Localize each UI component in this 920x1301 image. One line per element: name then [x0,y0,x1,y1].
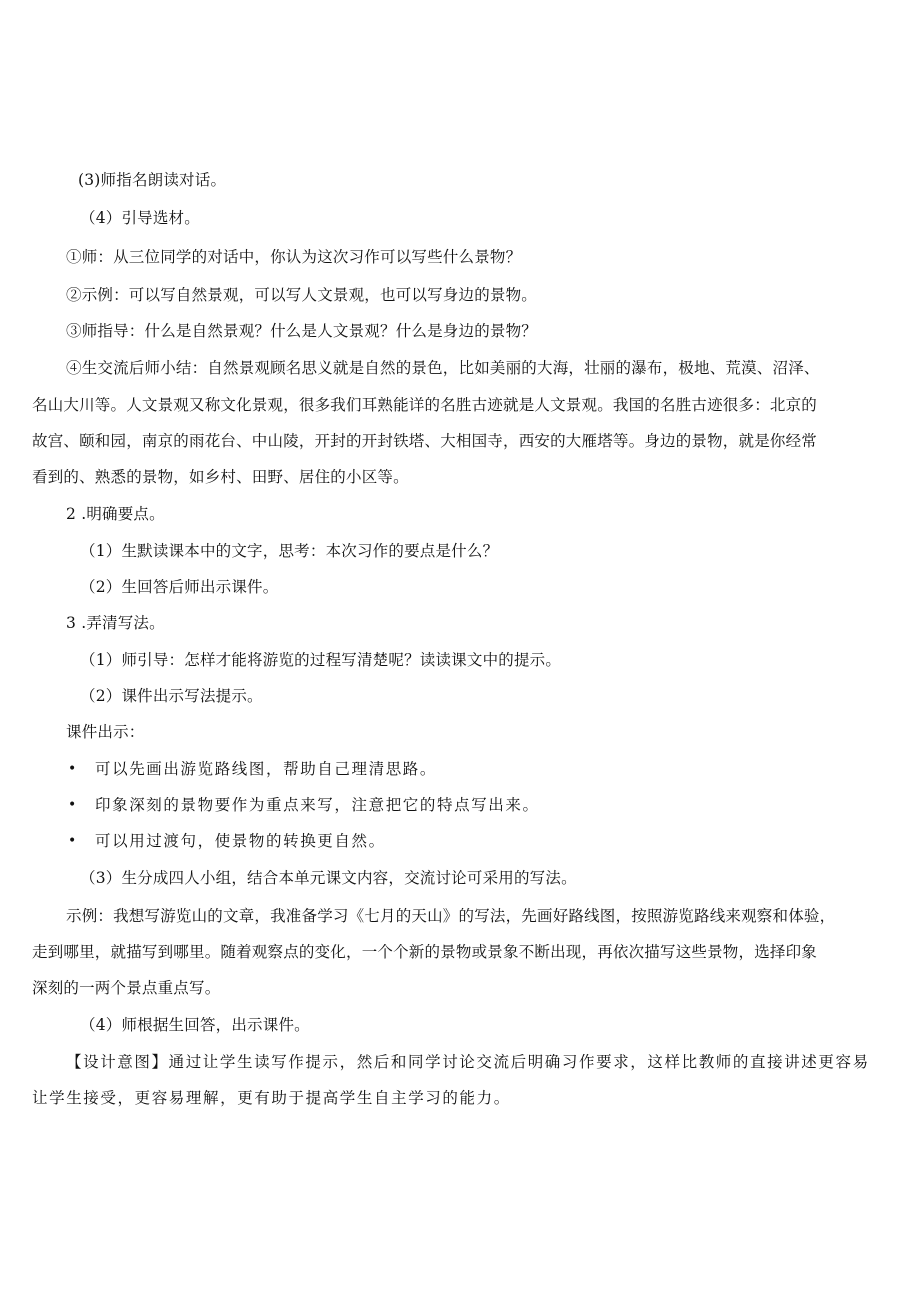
paragraph-3: ③师指导：什么是自然景观？什么是人文景观？什么是身边的景物？ [66,322,538,340]
design-intent-line-1: 【设计意图】通过让学生读写作提示，然后和同学讨论交流后明确习作要求，这样比教师的直接讲述更容易 [66,1053,870,1071]
example-line-2: 走到哪里，就描写到哪里。随着观察点的变化，一个个新的景物或景象不断出现，再依次描写这些景物，选择印象 [32,943,818,961]
bullet-marker: • [68,797,77,813]
step-4-heading: （4）引导选材。 [80,209,200,227]
paragraph-4-line-4: 看到的、熟悉的景物，如乡村、田野、居住的小区等。 [32,468,409,486]
example-line-1: 示例：我想写游览山的文章，我准备学习《七月的天山》的写法，先画好路线图，按照游览路线来观察和体验， [66,907,836,925]
paragraph-1: ①师：从三位同学的对话中，你认为这次习作可以写些什么景物？ [66,248,522,266]
bullet-marker: • [68,833,77,849]
paragraph-4-line-3: 故宫、颐和园，南京的雨花台、中山陵，开封的开封铁塔、大相国寺，西安的大雁塔等。身边的景物，就是你经常 [32,432,818,450]
design-intent-line-2: 让学生接受，更容易理解，更有助于提高学生自主学习的能力。 [32,1089,511,1107]
paragraph-4-line-1: ④生交流后师小结：自然景观顾名思义就是自然的景色，比如美丽的大海，壮丽的瀑布，极地、荒漠、沼泽、 [66,359,820,377]
courseware-label: 课件出示： [66,723,145,741]
bullet-item-3: 可以用过渡句，使景物的转换更自然。 [95,832,386,850]
paragraph-2: ②示例：可以写自然景观，可以写人文景观，也可以写身边的景物。 [66,286,538,304]
section-2-heading: 2 .明确要点。 [66,505,165,523]
bullet-marker: • [68,761,77,777]
section-2-item-1: （1）生默读课本中的文字，思考：本次习作的要点是什么？ [80,542,499,560]
paragraph-4-line-2: 名山大川等。人文景观又称文化景观，很多我们耳熟能详的名胜古迹就是人文景观。我国的名胜古迹很多：北京的 [32,396,818,414]
section-3-item-1: （1）师引导：怎样才能将游览的过程写清楚呢？读读课文中的提示。 [80,651,562,669]
section-3-heading: 3 .弄清写法。 [66,614,165,632]
section-3-item-3: （3）生分成四人小组，结合本单元课文内容，交流讨论可采用的写法。 [80,869,577,887]
section-2-item-2: （2）生回答后师出示课件。 [80,578,279,596]
bullet-item-2: 印象深刻的景物要作为重点来写，注意把它的特点写出来。 [95,796,540,814]
step-3-read-dialogue: (3)师指名朗读对话。 [78,171,227,189]
section-3-item-4: （4）师根据生回答，出示课件。 [80,1016,310,1034]
bullet-item-1: 可以先画出游览路线图，帮助自己理清思路。 [95,760,438,778]
section-3-item-2: （2）课件出示写法提示。 [80,687,263,705]
example-line-3: 深刻的一两个景点重点写。 [32,979,221,997]
